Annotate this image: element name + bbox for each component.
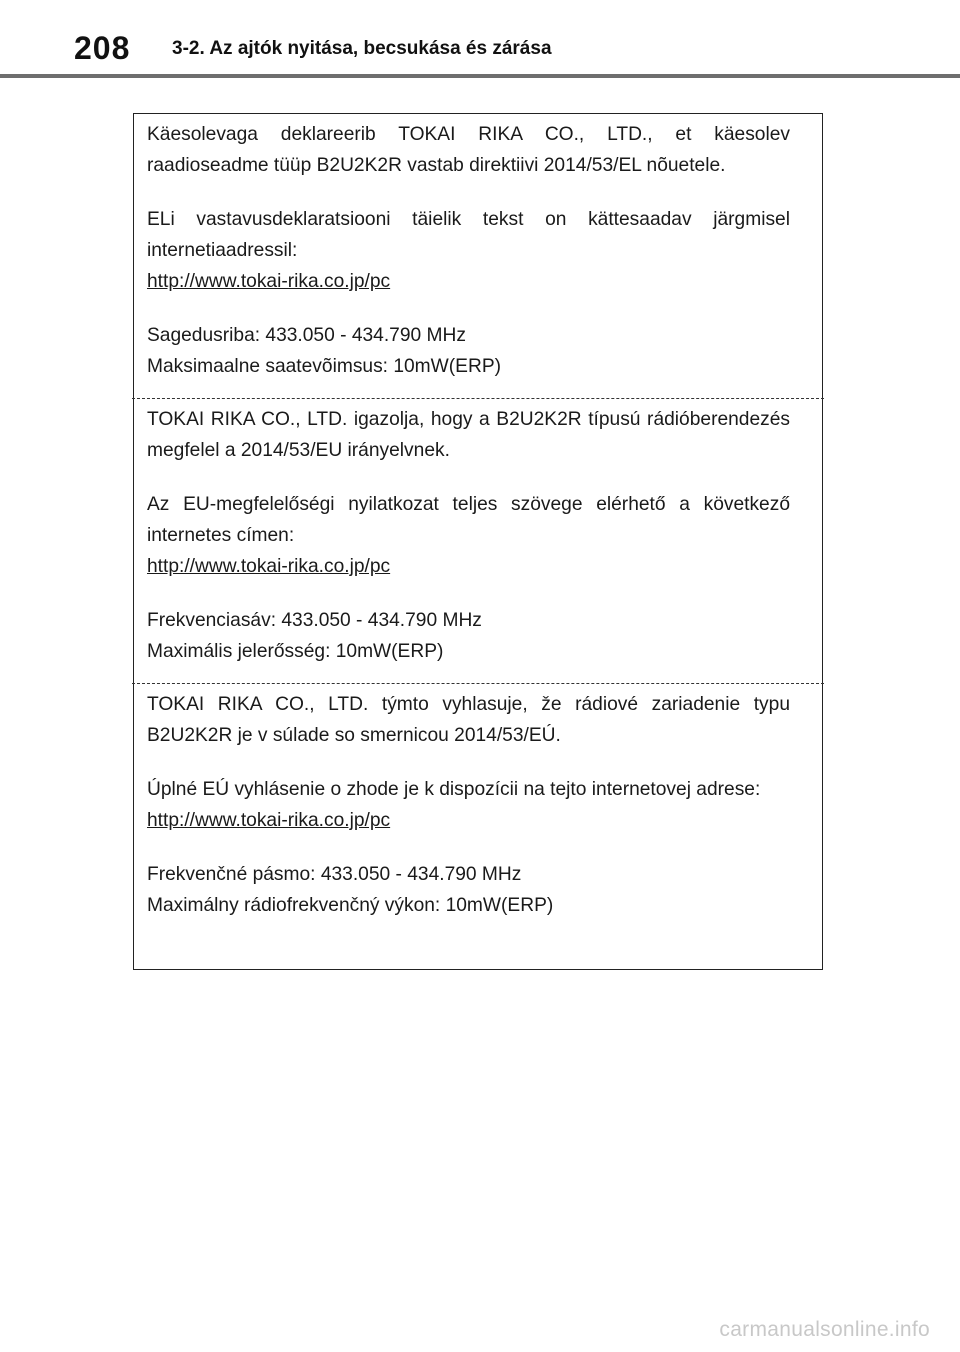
frequency-band: Frekvenčné pásmo: 433.050 - 434.790 MHz — [147, 864, 522, 885]
max-power: Maximálny rádiofrekvenčný výkon: 10mW(ERP) — [147, 895, 554, 916]
section-title: 3-2. Az ajtók nyitása, becsukása és zárása — [172, 38, 552, 59]
header-rule — [0, 74, 960, 78]
declaration-availability: Úplné EÚ vyhlásenie o zhode je k dispozícii na tejto internetovej adrese: — [147, 779, 761, 800]
declaration-availability: ELi vastavusdeklaratsiooni täielik tekst on kättesaadav järgmisel internetiaadressil: — [147, 209, 790, 261]
declaration-statement: TOKAI RIKA CO., LTD. týmto vyhlasuje, že rádiové zariadenie typu B2U2K2R je v súlade so smernicou 2014/53/EÚ. — [147, 694, 790, 746]
declaration-block-estonian — [147, 119, 790, 382]
max-power: Maximális jelerősség: 10mW(ERP) — [147, 641, 444, 662]
declaration-statement: Käesolevaga deklareerib TOKAI RIKA CO., LTD., et käesolev raadioseadme tüüp B2U2K2R vastab direktiivi 2014/53/EL nõuetele. — [147, 124, 790, 176]
frequency-band: Sagedusriba: 433.050 - 434.790 MHz — [147, 325, 466, 346]
declaration-block-hungarian — [147, 404, 790, 667]
declaration-url-link[interactable]: http://www.tokai-rika.co.jp/pc — [147, 556, 391, 577]
declaration-availability: Az EU-megfelelőségi nyilatkozat teljes szövege elérhető a következő internetes címen: — [147, 494, 790, 546]
declaration-box — [133, 113, 823, 970]
page-header — [0, 0, 960, 80]
declaration-url-link[interactable]: http://www.tokai-rika.co.jp/pc — [147, 810, 391, 831]
declaration-block-slovak — [147, 689, 790, 921]
footer-watermark: carmanualsonline.info — [719, 1318, 930, 1341]
block-separator — [132, 398, 824, 399]
declaration-statement: TOKAI RIKA CO., LTD. igazolja, hogy a B2U2K2R típusú rádióberendezés megfelel a 2014/53/EU irányelvnek. — [147, 409, 790, 461]
declaration-url-link[interactable]: http://www.tokai-rika.co.jp/pc — [147, 271, 391, 292]
max-power: Maksimaalne saatevõimsus: 10mW(ERP) — [147, 356, 502, 377]
page-number: 208 — [74, 30, 131, 66]
frequency-band: Frekvenciasáv: 433.050 - 434.790 MHz — [147, 610, 482, 631]
block-separator — [132, 683, 824, 684]
